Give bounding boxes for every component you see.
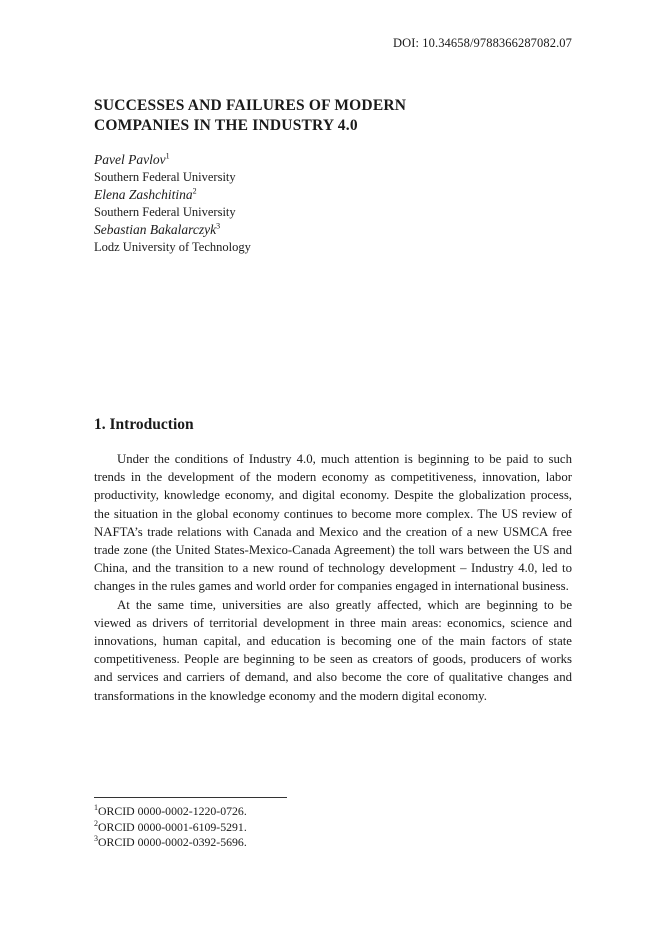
author-name: [94, 185, 574, 204]
footnotes: [94, 804, 247, 851]
section-heading: 1. Introduction: [94, 416, 194, 433]
footnote-text: ORCID 0000-0002-0392-5696.: [98, 835, 247, 849]
footnote-number: 3: [94, 834, 98, 844]
footnote-divider: [94, 797, 287, 798]
body-text: [94, 450, 572, 705]
author-name-text: Elena Zashchitina: [94, 187, 193, 202]
paragraph: At the same time, universities are also greatly affected, which are beginning to be viewed as drivers of territorial development in three main areas: economics, science and innovations, human capital, and education is becoming one of the main factors of state competitiveness. People are beginning to be seen as creators of goods, producers of works and services and carriers of demand, and also become the core of qualitative changes and transformations in the knowledge economy and the modern digital economy.: [94, 597, 572, 703]
author-affiliation: Lodz University of Technology: [94, 240, 251, 254]
footnote: [94, 804, 247, 820]
title-line-1: SUCCESSES AND FAILURES OF MODERN: [94, 97, 407, 114]
footnote-text: ORCID 0000-0002-1220-0726.: [98, 804, 247, 818]
author-list: [94, 150, 574, 255]
author-block: [94, 185, 574, 220]
title-line-2: COMPANIES IN THE INDUSTRY 4.0: [94, 117, 358, 134]
doi-header: DOI: 10.34658/9788366287082.07: [392, 36, 572, 50]
author-name: [94, 220, 574, 239]
footnote-mark[interactable]: 1: [165, 151, 170, 161]
footnote-text: ORCID 0000-0001-6109-5291.: [98, 819, 247, 834]
author-affiliation: Southern Federal University: [94, 170, 236, 184]
footnote-number: 2: [94, 818, 98, 828]
paragraph: Under the conditions of Industry 4.0, much attention is beginning to be paid to such trends in the development of the modern economy as competitiveness, innovation, labor productivity, knowledge economy, and digital economy. Despite the globalization process, the situation in the global economy continues to become more complex. The US review of NAFTA’s trade relations with Canada and Mexico and the creation of a new USMCA free trade zone (the United States-Mexico-Canada Agreement) the toll wars between the US and China, and the transition to a new round of technology development – Industry 4.0, led to changes in the rules games and world order for companies engaged in international business.: [94, 452, 572, 594]
author-affiliation: Southern Federal University: [94, 205, 236, 219]
author-block: [94, 220, 574, 255]
footnote: [94, 835, 247, 851]
author-name-text: Pavel Pavlov: [94, 152, 166, 167]
footnote-mark[interactable]: 2: [192, 186, 197, 196]
footnote-number: 1: [94, 803, 98, 813]
paper-title: [94, 96, 574, 136]
footnote-mark[interactable]: 3: [216, 221, 221, 231]
author-name: [94, 150, 574, 169]
footnote: [94, 820, 247, 836]
author-block: [94, 150, 574, 185]
author-name-text: Sebastian Bakalarczyk: [94, 222, 217, 237]
